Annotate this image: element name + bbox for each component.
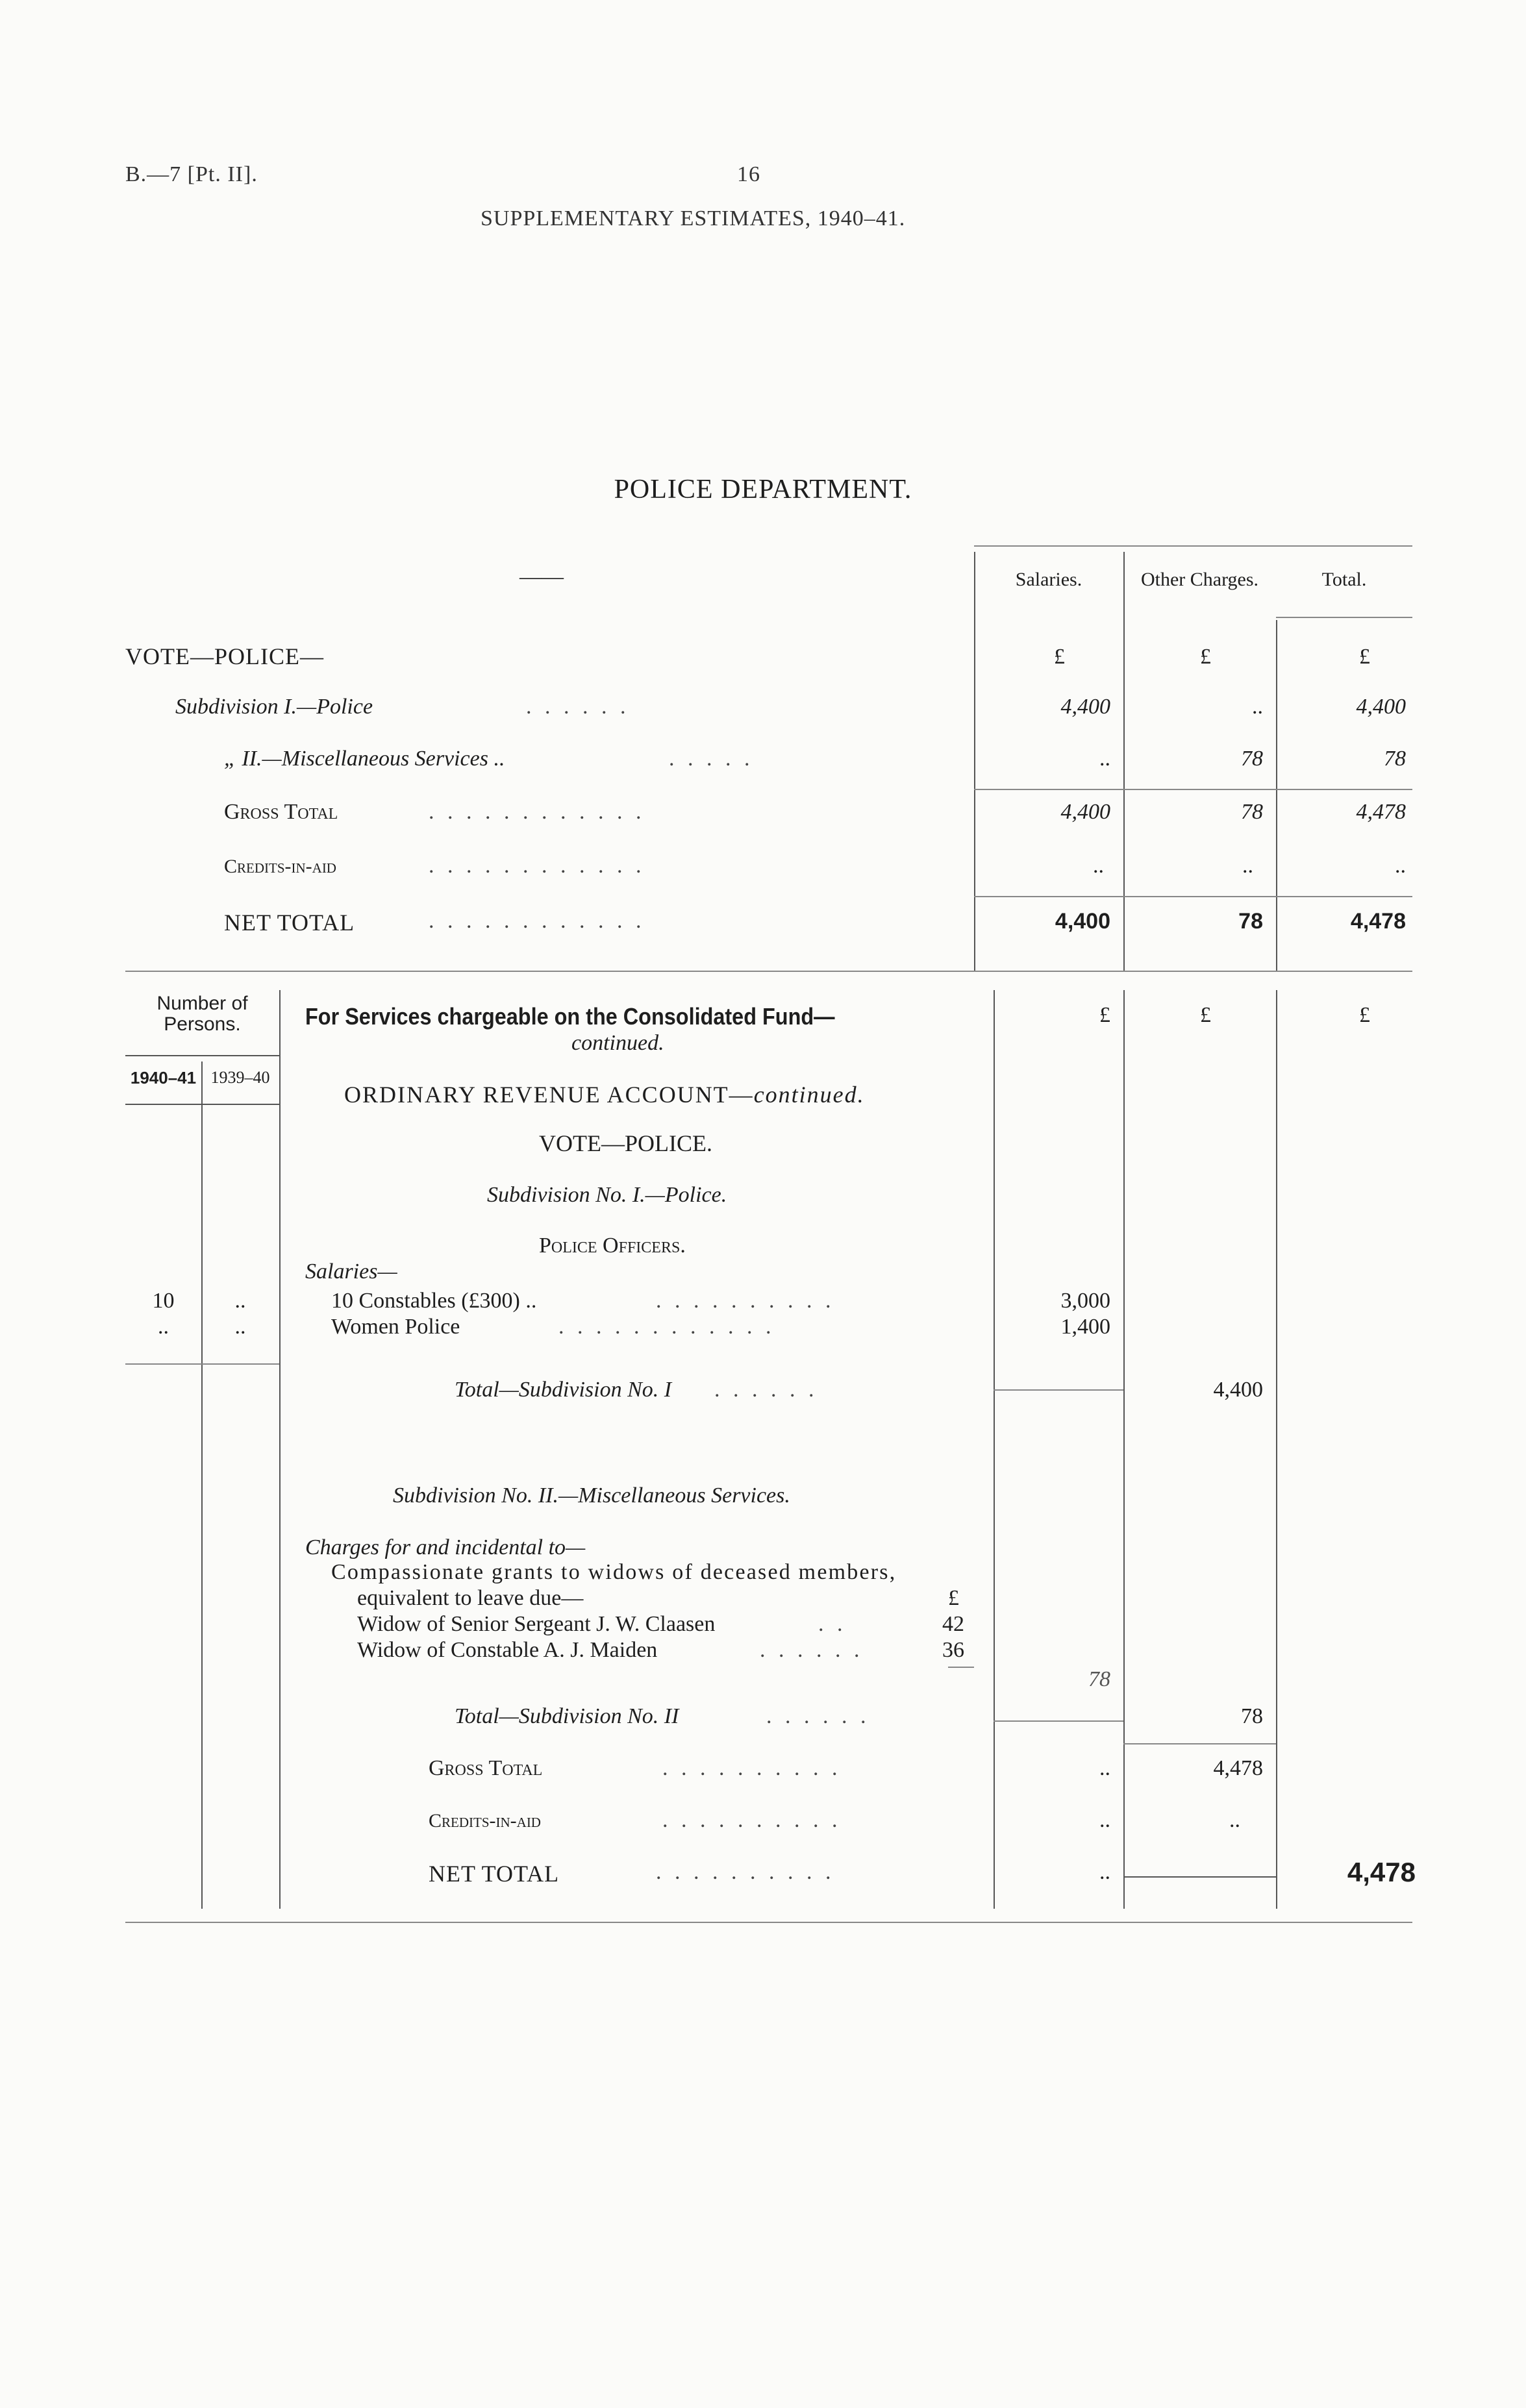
line-item-label: Women Police	[331, 1315, 460, 1339]
page-number: 16	[737, 162, 760, 186]
summary-row-total: ..	[1395, 854, 1406, 878]
summary-row-label: Gross Total	[224, 800, 338, 824]
fund-heading: For Services chargeable on the Consolidated Fund—	[305, 1003, 835, 1030]
gross-total-value: 4,478	[1213, 1756, 1263, 1780]
gross-total-label: Gross Total	[429, 1756, 543, 1780]
credits-value: ..	[1229, 1808, 1240, 1832]
grants-line-1: Compassionate grants to widows of deceased members,	[331, 1560, 897, 1584]
leader-dots: . . . . . . . . . . . .	[429, 854, 645, 878]
widow-amount: 42	[942, 1612, 964, 1636]
leader-dots: . . . . . . . . . . . .	[558, 1315, 775, 1339]
summary-col-salaries: Salaries.	[1015, 569, 1082, 590]
gross-rule	[1123, 1743, 1276, 1744]
year-1939-40: 1939–40	[210, 1068, 270, 1087]
persons-divider	[201, 1061, 203, 1909]
summary-row-label: Subdivision I.—Police	[175, 695, 373, 719]
widows-sum: 78	[1088, 1667, 1110, 1691]
net-total-value: 4,478	[1347, 1857, 1416, 1887]
detail-currency-salaries: £	[1099, 1003, 1110, 1027]
gross-total-salaries: ..	[1099, 1756, 1110, 1780]
grants-pound-sign: £	[948, 1586, 959, 1610]
line-item-amount: 3,000	[1060, 1289, 1110, 1313]
grants-line-2: equivalent to leave due—	[357, 1586, 584, 1610]
credits-salaries: ..	[1099, 1808, 1110, 1832]
department-title: POLICE DEPARTMENT.	[614, 475, 912, 504]
summary-row-other: 78	[1241, 800, 1263, 824]
summary-top-rule	[974, 545, 1412, 547]
subtotal-rule	[994, 1389, 1123, 1391]
vote-heading: VOTE—POLICE.	[539, 1130, 712, 1156]
summary-row-other: ..	[1242, 854, 1253, 878]
leader-dots: . . . . . . . . . .	[656, 1860, 835, 1884]
subdivision-1-heading: Subdivision No. I.—Police.	[487, 1183, 727, 1207]
total-subdivision-1-value: 4,400	[1213, 1378, 1263, 1402]
line-item-label: 10 Constables (£300) ..	[331, 1289, 537, 1313]
summary-row-salaries: 4,400	[1060, 695, 1110, 719]
persons-previous: ..	[234, 1315, 246, 1339]
detail-col-rule-3	[1276, 990, 1277, 1909]
total-subdivision-2-value: 78	[1241, 1704, 1263, 1728]
persons-current: 10	[152, 1289, 175, 1313]
detail-currency-other: £	[1200, 1003, 1211, 1027]
summary-row-total: 4,400	[1356, 695, 1406, 719]
leader-dots: . . . . .	[669, 747, 754, 771]
widows-sum-rule	[948, 1667, 974, 1668]
summary-row-label: NET TOTAL	[224, 910, 355, 936]
account-heading: ORDINARY REVENUE ACCOUNT—continued.	[344, 1082, 865, 1108]
net-total-label: NET TOTAL	[429, 1861, 560, 1887]
persons-header-rule	[125, 1055, 279, 1056]
detail-currency-total: £	[1359, 1003, 1370, 1027]
charges-label: Charges for and incidental to—	[305, 1535, 586, 1559]
persons-right-rule	[279, 990, 281, 1909]
leader-dots: . . . . . .	[766, 1704, 870, 1728]
persons-header: Number of Persons.	[156, 993, 248, 1035]
widow-name: Widow of Constable A. J. Maiden	[357, 1638, 658, 1662]
page-reference: B.—7 [Pt. II].	[125, 162, 258, 186]
summary-row-salaries: ..	[1099, 747, 1110, 771]
summary-vote-label: VOTE—POLICE—	[125, 643, 324, 669]
summary-col-total: Total.	[1321, 569, 1367, 590]
account-continued: continued.	[753, 1082, 865, 1108]
total-subdivision-2-label: Total—Subdivision No. II	[455, 1704, 679, 1728]
persons-current: ..	[158, 1315, 169, 1339]
summary-row-other: 78	[1241, 747, 1263, 771]
summary-net-rule	[974, 896, 1412, 897]
subdivision-2-heading: Subdivision No. II.—Miscellaneous Services.	[393, 1483, 790, 1508]
persons-end-rule	[125, 1363, 279, 1365]
summary-currency-other: £	[1200, 645, 1211, 669]
fund-continued: continued.	[571, 1031, 664, 1055]
widow-amount: 36	[942, 1638, 964, 1662]
net-total-salaries: ..	[1099, 1860, 1110, 1884]
summary-row-other: 78	[1238, 909, 1263, 934]
leader-dots: . . . . . . . . . . . .	[429, 909, 645, 933]
line-item-amount: 1,400	[1060, 1315, 1110, 1339]
credits-label: Credits-in-aid	[429, 1810, 541, 1831]
summary-gross-rule	[974, 789, 1412, 790]
leader-dots: . . . . . .	[714, 1378, 818, 1402]
summary-row-salaries: ..	[1093, 854, 1104, 878]
page-subtitle: SUPPLEMENTARY ESTIMATES, 1940–41.	[481, 206, 906, 230]
summary-col-other: Other Charges.	[1140, 569, 1259, 590]
summary-currency-salaries: £	[1054, 645, 1065, 669]
summary-row-salaries: 4,400	[1060, 800, 1110, 824]
summary-row-label: „ II.—Miscellaneous Services ..	[224, 747, 505, 771]
summary-total-rule	[1276, 617, 1412, 618]
summary-row-salaries: 4,400	[1055, 909, 1110, 934]
salaries-label: Salaries—	[305, 1260, 397, 1284]
summary-row-total: 4,478	[1350, 909, 1406, 934]
leader-dots: . . . . . . . . . .	[662, 1756, 842, 1780]
persons-years-rule	[125, 1104, 279, 1105]
officers-heading: Police Officers.	[539, 1234, 686, 1258]
leader-dots: . . . . . . . . . . . .	[429, 800, 645, 824]
summary-row-label: Credits-in-aid	[224, 856, 336, 877]
net-rule	[1123, 1876, 1276, 1878]
year-1940-41: 1940–41	[130, 1068, 197, 1087]
total-subdivision-1-label: Total—Subdivision No. I	[455, 1378, 672, 1402]
summary-col-blank: ——	[519, 565, 564, 589]
detail-top-rule	[125, 971, 1412, 972]
leader-dots: . . . . . . . . . .	[656, 1289, 835, 1313]
subtotal-2-rule	[994, 1720, 1123, 1722]
leader-dots: . . . . . . . . . .	[662, 1808, 842, 1832]
summary-currency-total: £	[1359, 645, 1370, 669]
leader-dots: . . . . . .	[526, 695, 630, 719]
widow-name: Widow of Senior Sergeant J. W. Claasen	[357, 1612, 716, 1636]
summary-row-other: ..	[1252, 695, 1263, 719]
summary-row-total: 78	[1384, 747, 1406, 771]
leader-dots: . . . . . .	[760, 1638, 864, 1662]
leader-dots: . .	[818, 1612, 847, 1636]
summary-row-total: 4,478	[1356, 800, 1406, 824]
persons-previous: ..	[234, 1289, 246, 1313]
detail-bottom-rule	[125, 1922, 1412, 1923]
